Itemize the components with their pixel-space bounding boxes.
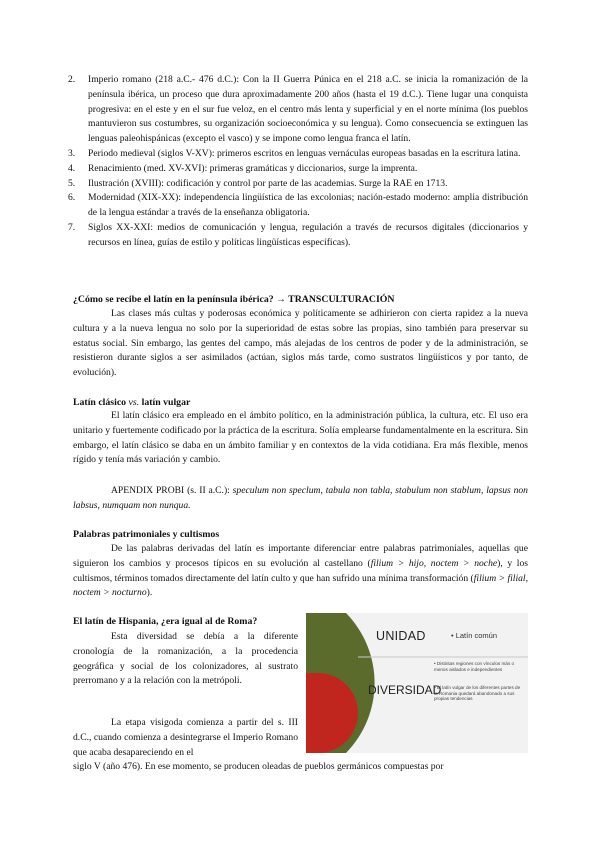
paragraph-visigoda: La etapa visigoda comienza a partir del s. III d.C., cuando comienza a desintegrarse el Imperio Romano que acaba desapareciendo en el <box>73 717 298 758</box>
list-text: Renacimiento (med. XV-XVI): primeras gramáticas y diccionarios, surge la imprenta. <box>88 162 418 174</box>
list-item <box>68 162 528 177</box>
paragraph-visigoda-continued: siglo V (año 476). En ese momento, se producen oleadas de pueblos germánicos compuestas por <box>73 761 444 772</box>
title-part: latín vulgar <box>141 397 191 408</box>
text-run: ). <box>146 587 153 599</box>
list-number: 6. <box>68 192 76 204</box>
list-number: 7. <box>68 221 76 233</box>
list-number: 3. <box>68 147 76 159</box>
text-run: De las palabras derivadas del latín es importante diferenciar entre palabras patrimoniales, aquellas que siguieron los cambios y procesos típicos en su evolución al castellano ( <box>73 543 528 569</box>
title-part: Latín clásico <box>73 397 127 408</box>
diversidad-bullet-2: • El latín vulgar de los diferentes partes de la Romania quedará abandonado a sus propias tendencias <box>434 685 521 702</box>
list-number: 2. <box>68 74 76 85</box>
example-patrimonial: filium > hijo, noctem > noche <box>370 557 498 569</box>
list-item <box>68 221 528 251</box>
list-text: Periodo medieval (siglos V-XV): primeros escritos en lenguas vernáculas europeas basadas en la escritura latina. <box>88 147 521 159</box>
list-text: Siglos XX-XXI: medios de comunicación y lengua, regulación a través de recursos digitales (diccionarios y recursos en línea, guías de estilo y políticas lingüísticas específicas). <box>88 221 528 248</box>
latin-comun-label: • Latín común <box>451 631 497 640</box>
title-vs: vs. <box>128 397 140 408</box>
section-title-transculturacion: ¿Cómo se recibe el latín en la península ibérica? → TRANSCULTURACIÓN <box>73 294 395 305</box>
appendix-examples: speculum non speclum, tabula non tabla, stabulum non stablum, lapsus non labsus, numquam non nunqua. <box>73 485 528 511</box>
unity-diversity-diagram <box>306 613 528 753</box>
paragraph-diversidad: Esta diversidad se debía a la diferente cronología de la romanización, a la procedencia geográfica y social de los colonizadores, al sustrato prerromano y a la relación con la metrópoli. <box>73 631 298 687</box>
list-text: Imperio romano (218 a.C.- 476 d.C.): Con la II Guerra Púnica en el 218 a.C. se inicia la romanización de la península ibérica, un proceso que dura aproximadamente 200 años (hasta el 19 d.C.). Tiene lugar una conquista progresiva: en el este y en el sur fue veloz, en el centro más lenta y superficial y en el norte mínima (los pueblos mantuvieron sus costumbres, su organización socioeconómica y su lengua). Como consecuencia se extinguen las lenguas paleohispánicas (excepto el vasco) y se impone como lengua franca el latín. <box>88 74 528 145</box>
diversidad-bullet-1: • Distintas regiones con vínculos más o menos aislados e independientes <box>434 661 514 672</box>
list-item <box>68 177 528 192</box>
list-text: Modernidad (XIX-XX): independencia lingüística de las excolonias; nación-estado moderno: amplia distribución de la lengua estándar a través de la enseñanza obligatoria. <box>88 192 528 219</box>
unidad-label: UNIDAD <box>376 629 426 643</box>
history-list <box>68 73 528 251</box>
list-number: 5. <box>68 177 76 189</box>
list-item <box>68 73 528 147</box>
text-run: ), y los cultismos, términos tomados directamente del latín culto y que han sufrido una mínima transformación ( <box>73 557 528 584</box>
paragraph-transculturacion: Las clases más cultas y poderosas económica y políticamente se adhirieron con cierta rapidez a la nueva cultura y a la nueva lengua no solo por la superioridad de estas sobre las propias, sino también para preservar su estatus social. Sin embargo, las gentes del campo, más alejadas de los centros de poder y de la administración, se resistieron durante siglos a ser asimilados (actúan, siglos más tarde, como sustratos lingüísticos y por tanto, de evolución). <box>73 308 528 379</box>
section-title-patrimoniales: Palabras patrimoniales y cultismos <box>73 529 220 540</box>
diversidad-label: DIVERSIDAD <box>368 683 442 697</box>
example-cultismo: filium > filial, noctem > nocturno <box>73 572 528 599</box>
list-number: 4. <box>68 162 76 174</box>
paragraph-latin: El latín clásico era empleado en el ámbito político, en la administración pública, la cultura, etc. El uso era unitario y fuertemente codificado por la práctica de la escritura. Solía emplearse fundamentalmente en la escritura. Sin embargo, el latín clásico se daba en un ámbito familiar y en contextos de la vida cotidiana. Era más flexible, menos rígido y tenía más variación y cambio. <box>73 410 528 466</box>
paragraph-patrimoniales <box>73 542 528 601</box>
list-item <box>68 147 528 162</box>
appendix-lead: APENDIX PROBI (s. II a.C.): <box>111 485 230 496</box>
section-title-hispania: El latín de Hispania, ¿era igual al de Roma? <box>73 616 258 627</box>
list-item <box>68 191 528 221</box>
paragraph-appendix <box>73 484 528 514</box>
list-text: Ilustración (XVIII): codificación y control por parte de las academias. Surge la RAE en 1713. <box>88 177 448 189</box>
section-title-latin <box>73 396 190 410</box>
